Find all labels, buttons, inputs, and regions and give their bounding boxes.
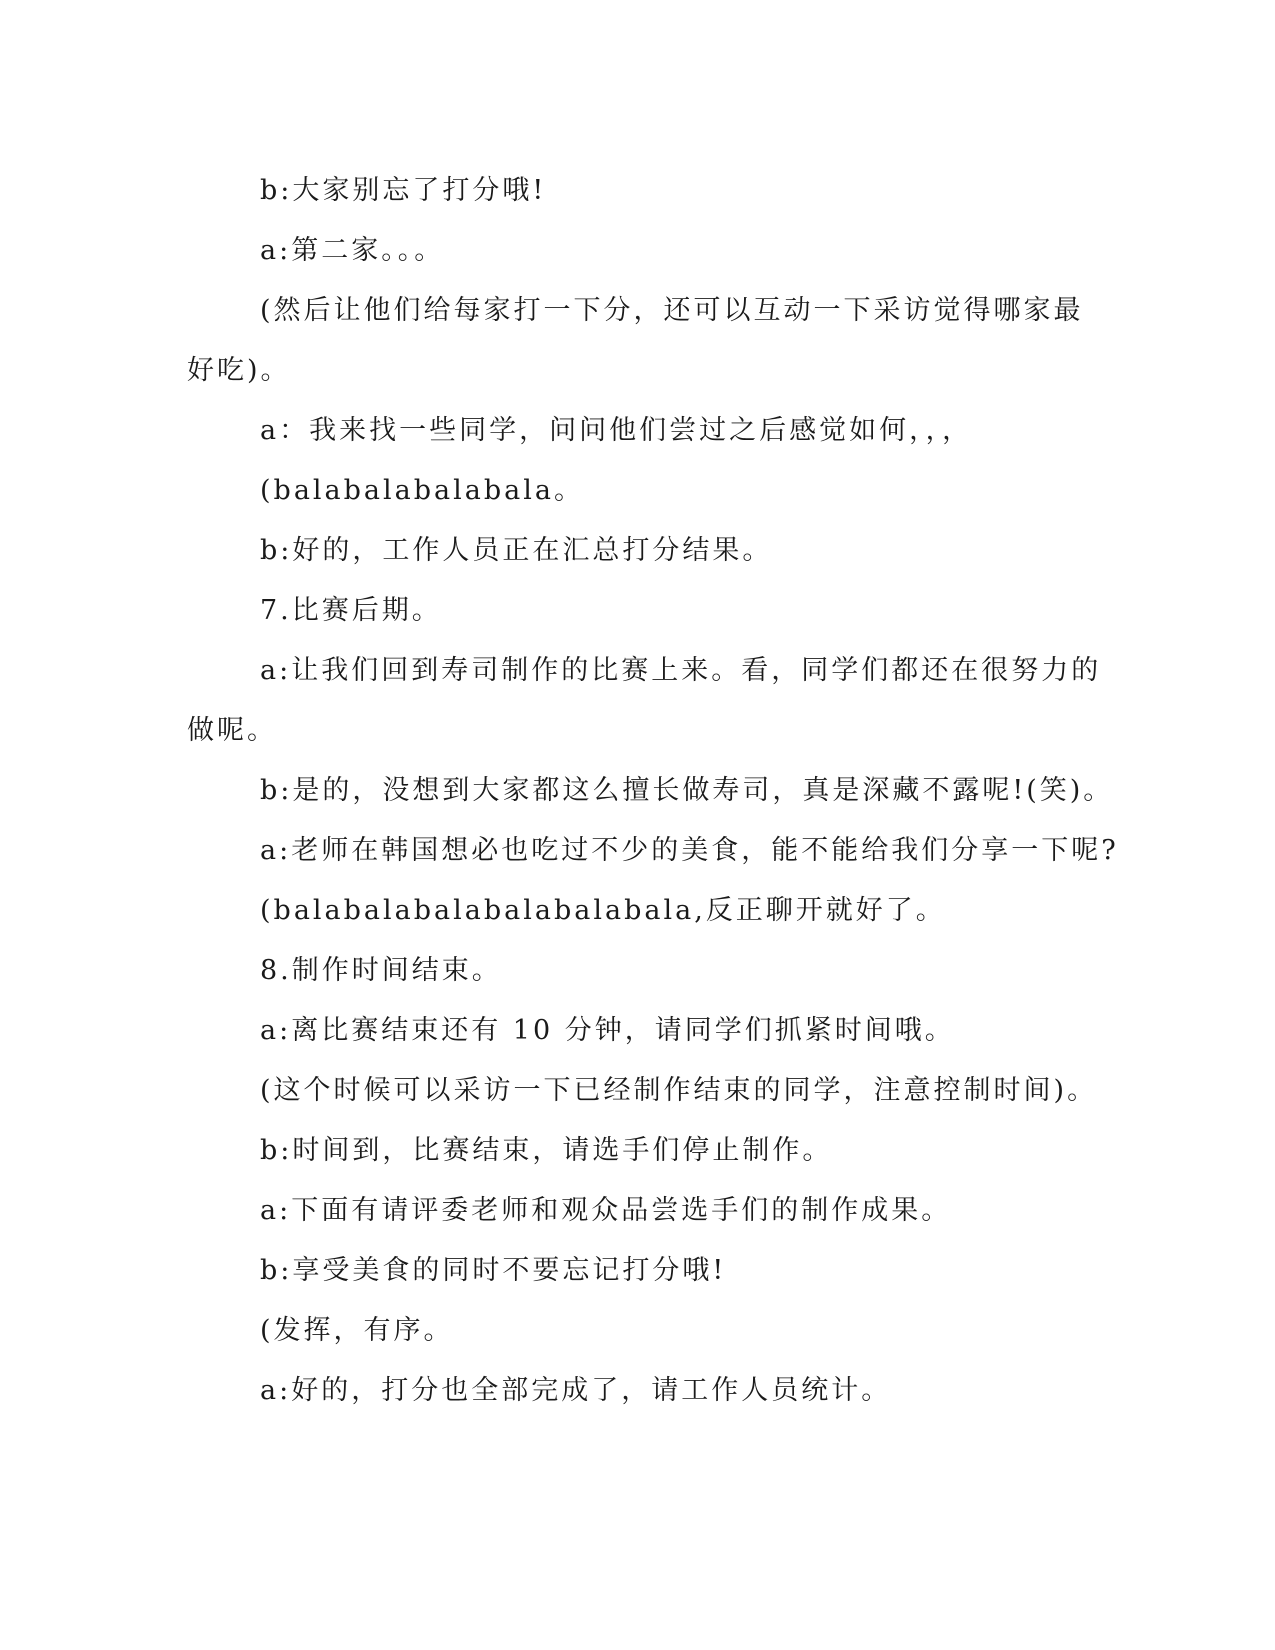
text-line: 好吃)。 [187, 355, 291, 386]
text-line: (balabalabalabala。 [260, 475, 584, 506]
text-line: (这个时候可以采访一下已经制作结束的同学，注意控制时间)。 [260, 1075, 1098, 1106]
document-body [187, 161, 1119, 1421]
section-heading: 8.制作时间结束。 [260, 955, 502, 986]
text-line: b:大家别忘了打分哦! [260, 175, 547, 206]
text-line: a：我来找一些同学，问问他们尝过之后感觉如何，，， [260, 415, 973, 446]
text-line: a:离比赛结束还有 10 分钟，请同学们抓紧时间哦。 [260, 1015, 955, 1046]
text-line: a:下面有请评委老师和观众品尝选手们的制作成果。 [260, 1195, 952, 1226]
section-heading: 7.比赛后期。 [260, 595, 442, 626]
text-line: 做呢。 [187, 715, 277, 746]
text-line: b:是的，没想到大家都这么擅长做寿司，真是深藏不露呢!(笑)。 [260, 775, 1114, 806]
text-line: (balabalabalabalabalabala,反正聊开就好了。 [260, 895, 946, 926]
text-line: b:好的，工作人员正在汇总打分结果。 [260, 535, 773, 566]
text-line: (然后让他们给每家打一下分，还可以互动一下采访觉得哪家最 [260, 295, 1084, 326]
text-line: b:享受美食的同时不要忘记打分哦! [260, 1255, 727, 1286]
text-line: a:老师在韩国想必也吃过不少的美食，能不能给我们分享一下呢? [260, 835, 1119, 866]
text-line: b:时间到，比赛结束，请选手们停止制作。 [260, 1135, 833, 1166]
text-line: a:好的，打分也全部完成了，请工作人员统计。 [260, 1375, 892, 1406]
text-line: (发挥，有序。 [260, 1315, 454, 1346]
text-line: a:第二家。。。 [260, 235, 445, 266]
text-line: a:让我们回到寿司制作的比赛上来。看，同学们都还在很努力的 [260, 655, 1102, 686]
